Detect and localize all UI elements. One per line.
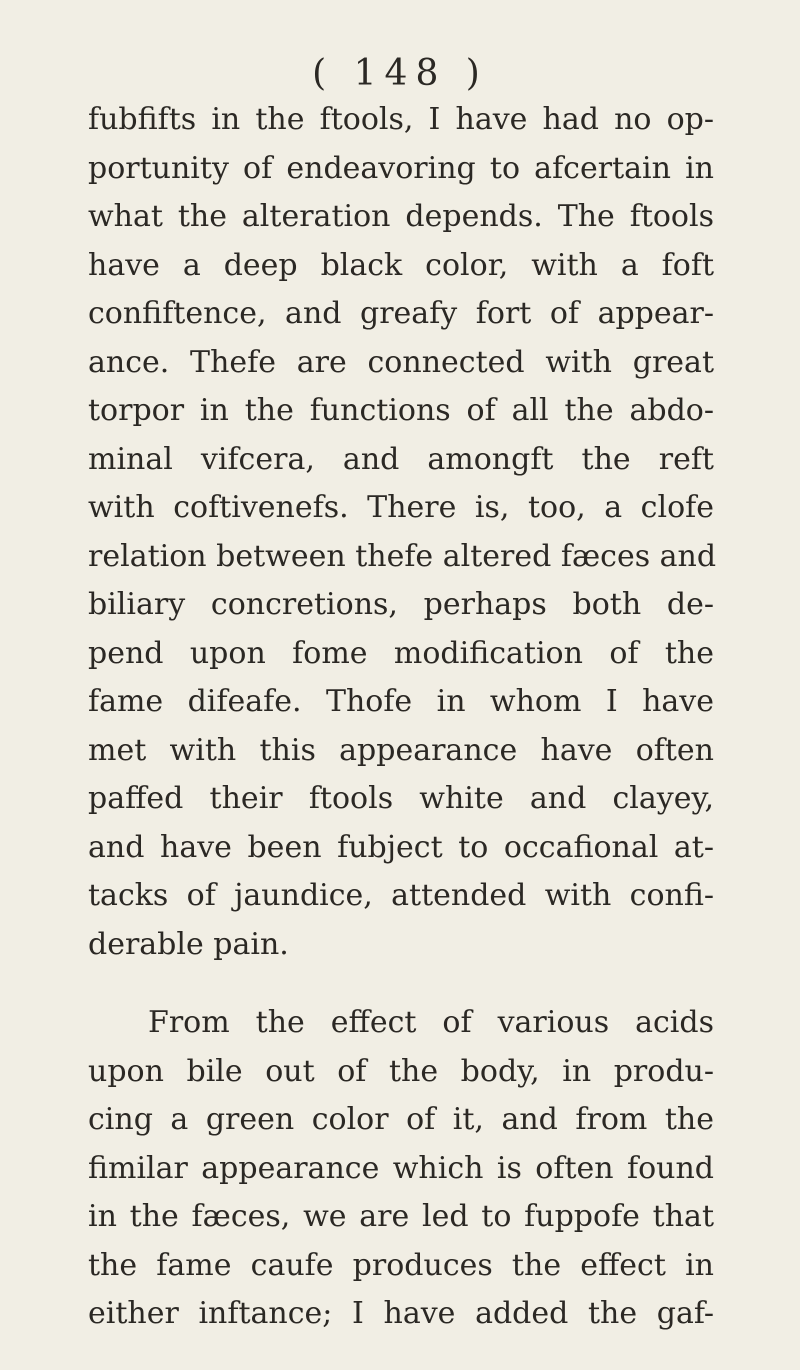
text-line: torpor in the functions of all the abdo- (88, 393, 714, 428)
text-line: biliary concretions, perhaps both de- (88, 587, 714, 622)
text-line: cing a green color of it, and from the (88, 1102, 714, 1137)
text-line: have a deep black color, with a foft (88, 247, 714, 283)
text-line: and have been fubject to occafional at- (88, 829, 714, 865)
text-line: what the alteration depends. The ftools (88, 199, 714, 234)
text-line: confiftence, and greafy fort of appear- (88, 296, 714, 331)
text-line: ance. Thefe are connected with great (88, 344, 714, 380)
text-line: in the fæces, we are led to fuppofe that (88, 1199, 714, 1234)
text-line: tacks of jaundice, attended with confi- (88, 878, 714, 913)
text-line: upon bile out of the body, in produ- (88, 1053, 714, 1089)
text-line: fame difeafe. Thofe in whom I have (88, 684, 714, 719)
text-line: the fame caufe produces the effect in (88, 1247, 714, 1283)
text-line: with coftivenefs. There is, too, a clofe (88, 490, 714, 525)
text-line: fubfifts in the ftools, I have had no op- (88, 102, 714, 137)
text-line: relation between thefe altered fæces and (88, 538, 717, 574)
text-line: portunity of endeavoring to afcertain in (88, 150, 714, 186)
text-line: paffed their ftools white and clayey, (88, 781, 714, 816)
text-line: From the effect of various acids (148, 1005, 714, 1040)
text-line: fimilar appearance which is often found (88, 1150, 714, 1186)
page-number: ( 148 ) (312, 53, 488, 94)
text-line: met with this appearance have often (88, 732, 714, 768)
text-line: pend upon fome modification of the (88, 635, 714, 671)
text-line: derable pain. (88, 926, 289, 962)
text-line: minal vifcera, and amongft the reft (88, 441, 714, 477)
text-line: either inftance; I have added the gaf- (88, 1296, 714, 1331)
